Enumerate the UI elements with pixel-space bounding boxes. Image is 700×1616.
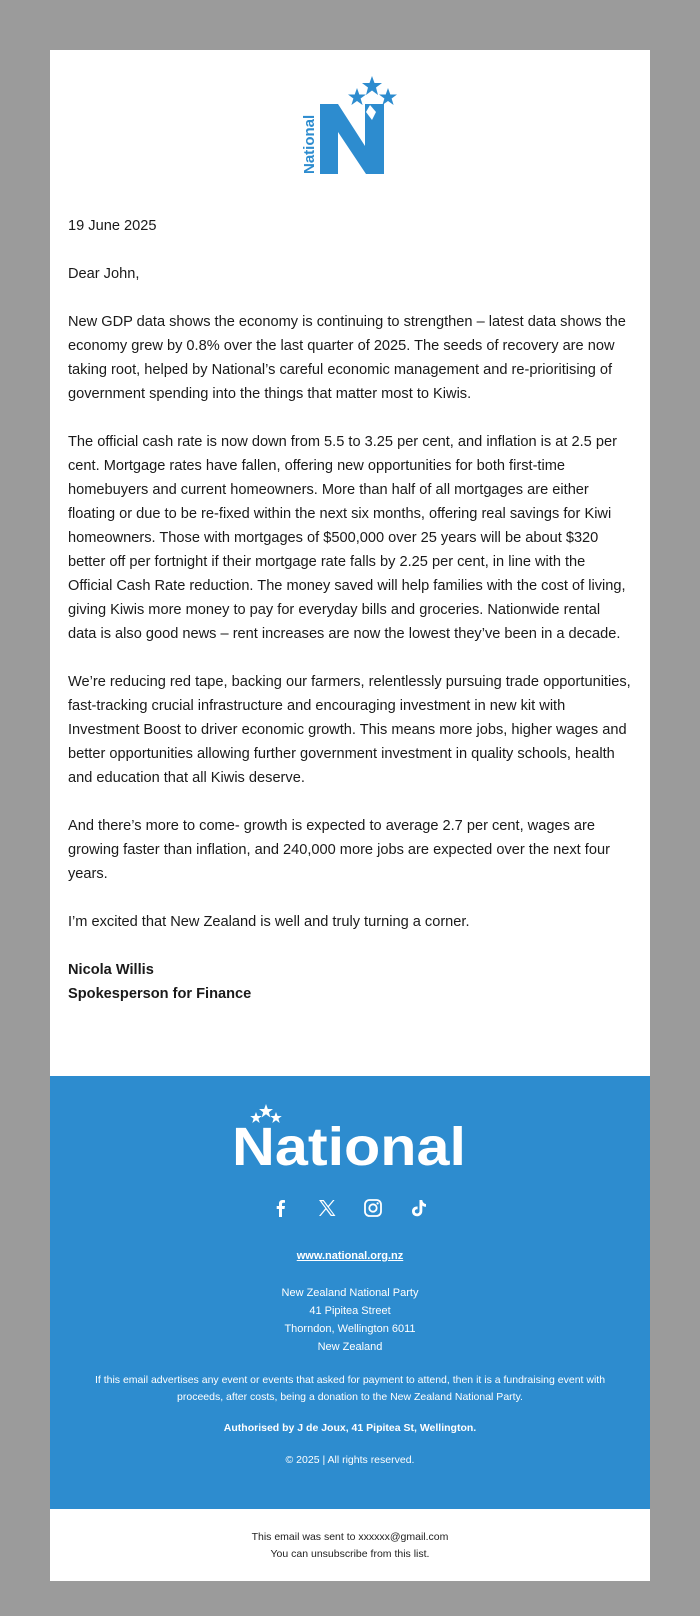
address-line: New Zealand National Party bbox=[281, 1287, 419, 1299]
website-link[interactable]: www.national.org.nz bbox=[296, 1250, 404, 1262]
footer-logo-mark bbox=[230, 1100, 470, 1170]
footer bbox=[50, 1076, 650, 1509]
facebook-icon[interactable] bbox=[271, 1198, 291, 1218]
x-icon[interactable] bbox=[317, 1198, 337, 1218]
paragraph-3: We’re reducing red tape, backing our farmers, relentlessly pursuing trade opportunities, fast-tracking crucial infrastructure and encouraging investment in new kit with Investment Boost to driver economic growth. This means more jobs, higher wages and better opportunities allowing further government investment in quality schools, health and education that all Kiwis deserve. bbox=[68, 674, 631, 786]
paragraph-5: I’m excited that New Zealand is well and truly turning a corner. bbox=[68, 914, 470, 930]
tiktok-icon[interactable] bbox=[409, 1198, 429, 1218]
letter-body bbox=[68, 214, 632, 934]
address-line: 41 Pipitea Street bbox=[309, 1305, 391, 1317]
postal-address bbox=[50, 1284, 650, 1356]
copyright: © 2025 | All rights reserved. bbox=[285, 1454, 415, 1466]
authorisation-statement: Authorised by J de Joux, 41 Pipitea St, Wellington. bbox=[223, 1422, 477, 1434]
letter-content bbox=[50, 50, 650, 1076]
svg-text:National: National bbox=[301, 114, 318, 174]
svg-text:National: National bbox=[232, 1117, 466, 1170]
email-bottom-notice bbox=[50, 1509, 650, 1581]
letter-date: 19 June 2025 bbox=[68, 218, 157, 234]
letter-greeting: Dear John, bbox=[68, 266, 140, 282]
sent-to-notice: This email was sent to xxxxxx@gmail.com bbox=[251, 1531, 449, 1543]
paragraph-4: And there’s more to come- growth is expected to average 2.7 per cent, wages are growing faster than inflation, and 240,000 more jobs are expected over the next four years. bbox=[68, 818, 610, 882]
instagram-icon[interactable] bbox=[363, 1198, 383, 1218]
social-links bbox=[50, 1198, 650, 1218]
unsubscribe-link[interactable]: You can unsubscribe from this list. bbox=[270, 1548, 430, 1560]
email-container bbox=[50, 50, 650, 1581]
address-line: Thorndon, Wellington 6011 bbox=[284, 1323, 416, 1335]
national-logo-mark bbox=[300, 74, 400, 174]
footer-logo[interactable] bbox=[50, 1100, 650, 1170]
address-line: New Zealand bbox=[317, 1341, 383, 1353]
fundraising-disclaimer: If this email advertises any event or events that asked for payment to attend, then it is a fundraising event with proceeds, after costs, being a donation to the New Zealand National Party. bbox=[94, 1374, 606, 1403]
signature-name: Nicola Willis bbox=[68, 962, 154, 978]
signature-title: Spokesperson for Finance bbox=[68, 986, 252, 1002]
paragraph-1: New GDP data shows the economy is continuing to strengthen – latest data shows the economy grew by 0.8% over the last quarter of 2025. The seeds of recovery are now taking root, helped by National’s careful economic management and re-prioritising of government spending into the things that matter most to Kiwis. bbox=[68, 314, 626, 402]
paragraph-2: The official cash rate is now down from 5.5 to 3.25 per cent, and inflation is at 2.5 per cent. Mortgage rates have fallen, offering new opportunities for both first-time homebuyers and current homeowners. More than half of all mortgages are either floating or due to be re-fixed within the next six months, offering real savings for Kiwi homeowners. Those with mortgages of $500,000 over 25 years will be about $320 better off per fortnight if their mortgage rate falls by 2.25 per cent, in line with the Official Cash Rate reduction. The money saved will help families with the cost of living, giving Kiwis more money to pay for everyday bills and groceries. Nationwide rental data is also good news – rent increases are now the lowest they’ve been in a decade. bbox=[68, 434, 626, 642]
national-logo[interactable] bbox=[68, 74, 632, 174]
